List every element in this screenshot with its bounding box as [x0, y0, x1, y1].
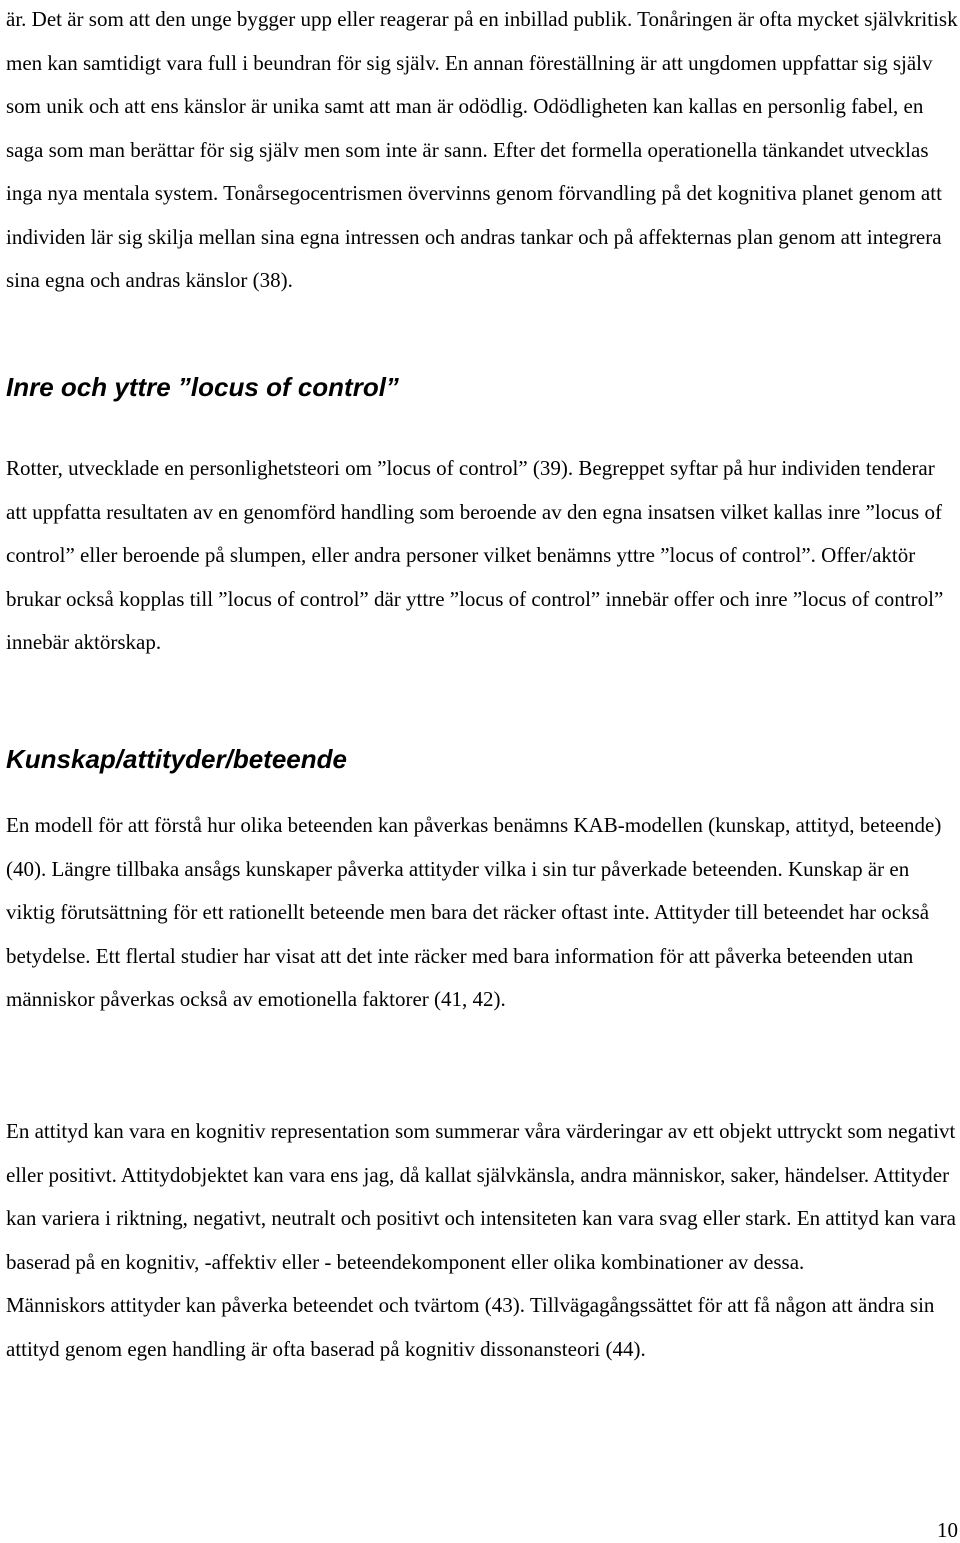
paragraph-attitudes — [6, 1110, 960, 1371]
paragraph-adolescent-egocentrism: är. Det är som att den unge bygger upp eller reagerar på en inbillad publik. Tonåringen är ofta mycket självkritisk men kan samtidigt vara full i beundran för sig själv. En annan föreställning är att ungdomen uppfattar sig själv som unik och att ens känslor är unika samt att man är odödlig. Odödligheten kan kallas en personlig fabel, en saga som man berättar för sig själv men som inte är sann. Efter det formella operationella tänkandet utvecklas inga nya mentala system. Tonårsegocentrismen övervinns genom förvandling på det kognitiva planet genom att individen lär sig skilja mellan sina egna intressen och andras tankar och på affekternas plan genom att integrera sina egna och andras känslor (38). — [6, 7, 958, 292]
paragraph-attitude-change: Människors attityder kan påverka beteendet och tvärtom (43). Tillvägagångssättet för att få någon att ändra sin attityd genom egen handling är ofta baserad på kognitiv dissonansteori (44). — [6, 1293, 935, 1361]
heading-knowledge-attitude-behaviour: Kunskap/attityder/beteende — [6, 744, 347, 774]
paragraph-kab-model: En modell för att förstå hur olika beteenden kan påverkas benämns KAB-modellen (kunskap, attityd, beteende) (40). Längre tillbaka ansågs kunskaper påverka attityder vilka i sin tur påverkade beteenden. Kunskap är en viktig förutsättning för ett rationellt beteende men bara det räcker oftast inte. Attityder till beteendet har också betydelse. Ett flertal studier har visat att det inte räcker med bara information för att påverka beteenden utan människor påverkas också av emotionella faktorer (41, 42). — [6, 813, 942, 1011]
page-number: 10 — [937, 1518, 958, 1542]
heading-locus-of-control: Inre och yttre ”locus of control” — [6, 372, 399, 402]
paragraph-attitude-definition: En attityd kan vara en kognitiv representation som summerar våra värderingar av ett objekt uttryckt som negativt eller positivt. Attitydobjektet kan vara ens jag, då kallat självkänsla, andra människor, saker, händelser. Attityder kan variera i riktning, negativt, neutralt och positivt och intensiteten kan vara svag eller stark. En attityd kan vara baserad på en kognitiv, -affektiv eller - beteendekomponent eller olika kombinationer av dessa. — [6, 1119, 956, 1274]
paragraph-locus-of-control: Rotter, utvecklade en personlighetsteori om ”locus of control” (39). Begreppet syftar på hur individen tenderar att uppfatta resultaten av en genomförd handling som beroende av den egna insatsen vilket kallas inre ”locus of control” eller beroende på slumpen, eller andra personer vilket benämns yttre ”locus of control”. Offer/aktör brukar också kopplas till ”locus of control” där yttre ”locus of control” innebär offer och inre ”locus of control” innebär aktörskap. — [6, 456, 944, 654]
